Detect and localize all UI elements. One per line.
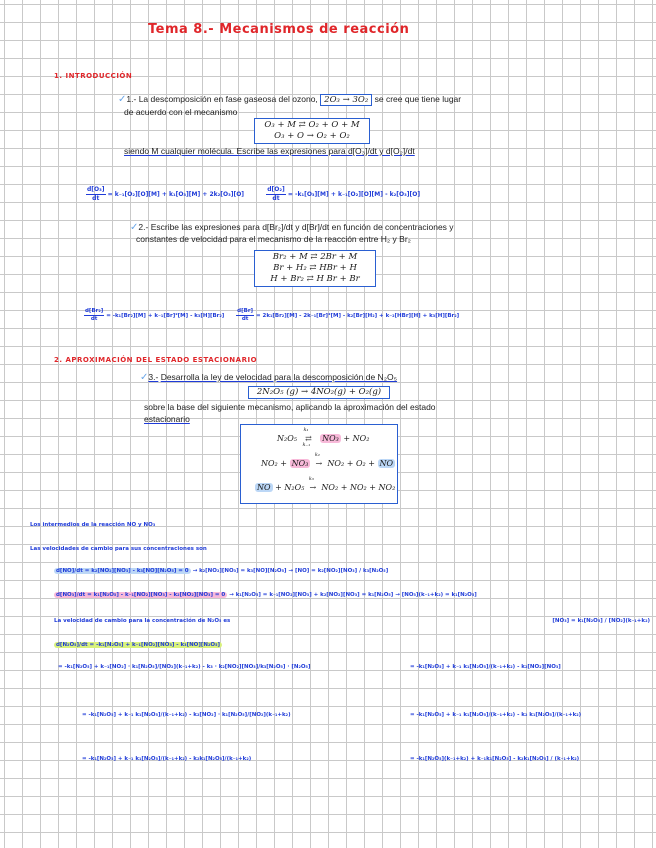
- fraction: [266, 186, 286, 203]
- species: N₂O₅: [277, 434, 297, 443]
- notes-line-2: Las velocidades de cambio para sus concentraciones son: [30, 546, 207, 552]
- checkmark-icon: ✓: [130, 222, 139, 233]
- fraction-denominator: dt: [272, 195, 280, 202]
- fraction: [84, 308, 104, 323]
- reaction-arrow: [307, 476, 319, 492]
- problem-1-question: [124, 146, 504, 158]
- notes-eq-n2o5: [54, 642, 222, 649]
- answer-left-expression: = -k₁[Br₂][M] + k₋₁[Br]²[M] - k₃[H][Br₂]: [106, 313, 225, 319]
- species-highlighted: NO₃: [322, 434, 339, 443]
- answer-right-expression: = 2k₁[Br₂][M] - 2k₋₁[Br]²[M] - k₂[Br][H₂] + k₋₂[HBr][H] + k₃[H][Br₂]: [255, 313, 460, 319]
- species: NO₂ + NO₂ + NO₂: [321, 483, 396, 492]
- reaction-arrow: [313, 452, 325, 468]
- species-highlighted: NO: [379, 459, 394, 468]
- fraction-numerator: d[Br₂]: [85, 308, 104, 314]
- fraction-denominator: dt: [92, 195, 100, 202]
- rate-constant: k₁: [303, 427, 309, 433]
- mechanism-step-2: [261, 452, 395, 468]
- mechanism-step-1: [277, 427, 370, 448]
- problem-3-reaction-box: 2N₂O₅ (g) → 4NO₂(g) + O₂(g): [248, 386, 390, 399]
- arrow-symbol: →: [309, 483, 317, 492]
- problem-3-text-b: sobre la base del siguiente mecanismo, aplicando la aproximación del estado: [144, 402, 436, 412]
- equation-no-result: → k₂[NO₂][NO₃] = k₃[NO][N₂O₅] → [NO] = k₂[NO₂][NO₃] / k₃[N₂O₅]: [192, 568, 389, 574]
- problem-1-text-a: La descomposición en fase gaseosa del ozono,: [138, 94, 318, 104]
- problem-3: [140, 372, 500, 384]
- fraction-denominator: dt: [241, 316, 249, 322]
- mechanism-step-3: [255, 476, 396, 492]
- problem-3-text-a: Desarrolla la ley de velocidad para la descomposición de N₂O₅: [160, 372, 398, 382]
- fraction-numerator: d[O₃]: [87, 186, 105, 193]
- fraction: [236, 308, 254, 323]
- fraction-denominator: dt: [90, 316, 98, 322]
- mechanism-step: O₃ + M ⇄ O₂ + O + M: [264, 120, 360, 130]
- fraction-numerator: d[Br]: [237, 308, 254, 314]
- notes-step-3-right: = -k₁[N₂O₅](k₋₁+k₂) + k₋₁k₁[N₂O₅] - k₂k₁[N₂O₅] / (k₋₁+k₂): [410, 756, 580, 762]
- species-highlighted: NO: [257, 483, 271, 492]
- problem-1-text-b: se cree que tiene lugar: [374, 94, 462, 104]
- answer-left-expression: = k₋₁[O₂][O][M] + k₁[O₃][M] + 2k₂[O₃][O]: [107, 191, 245, 198]
- problem-2-text-b: constantes de velocidad para el mecanismo de la reacción entre H₂ y Br₂: [136, 233, 411, 244]
- notes-step-2-right: = -k₁[N₂O₅] + k₋₁ k₁[N₂O₅]/(k₋₁+k₂) - k₂ k₁[N₂O₅]/(k₋₁+k₂): [410, 712, 582, 718]
- problem-2-answer: [84, 308, 654, 323]
- notes-step-1: = -k₁[N₂O₅] + k₋₁[NO₂] · k₁[N₂O₅]/[NO₂](k₋₁+k₂) - k₃ · k₂[NO₂][NO₃]/k₃[N₂O₅] · [N₂O₅]: [58, 664, 311, 670]
- section-heading-estado-estacionario: 2. APROXIMACIÓN DEL ESTADO ESTACIONARIO: [54, 356, 258, 364]
- notes-no3-result: [NO₃] = k₁[N₂O₅] / [NO₂](k₋₁+k₂): [552, 618, 650, 624]
- problem-2-mechanism-box: [254, 250, 376, 287]
- arrow-symbol: ⇄: [305, 434, 312, 443]
- problem-1-answer: [86, 186, 646, 203]
- mechanism-step: O₃ + O → O₂ + O₂: [274, 131, 350, 141]
- equation-d-no-dt: d[NO]/dt = k₂[NO₂][NO₃] - k₃[NO][N₂O₅] = 0: [56, 568, 189, 574]
- problem-3-number: 3.-: [148, 372, 159, 382]
- species: NO₂ + O₂ +: [327, 459, 375, 468]
- problem-3-text-c: estacionario: [144, 413, 190, 424]
- problem-2-number: 2.-: [138, 222, 149, 232]
- problem-1-text-d: siendo M cualquier molécula. Escribe las expresiones para d[O₃]/dt y d[O₂]/dt: [124, 146, 415, 156]
- notes-step-1-right: = -k₁[N₂O₅] + k₋₁ k₁[N₂O₅]/(k₋₁+k₂) - k₂[NO₂][NO₃]: [410, 664, 561, 670]
- problem-1-reaction-box: 2O₃ → 3O₂: [320, 94, 372, 106]
- rate-constant: k₂: [314, 452, 320, 458]
- notes-eq-no3: [54, 592, 477, 599]
- page-title: Tema 8.- Mecanismos de reacción: [148, 22, 410, 37]
- equation-d-no3-dt: d[NO₃]/dt = k₁[N₂O₅] - k₋₁[NO₂][NO₃] - k₂[NO₂][NO₃] = 0: [56, 592, 226, 598]
- notes-step-3: = -k₁[N₂O₅] + k₋₁ k₁[N₂O₅]/(k₋₁+k₂) - k₂k₁[N₂O₅]/(k₋₁+k₂): [82, 756, 252, 762]
- problem-1-text-c: de acuerdo con el mecanismo: [124, 106, 238, 117]
- rate-constant: k₋₁: [302, 442, 311, 448]
- rate-constant: k₃: [308, 476, 314, 482]
- notes-line-1: Los intermedios de la reacción NO y NO₃: [30, 522, 156, 528]
- problem-3-text: [144, 402, 494, 425]
- fraction: [86, 186, 106, 203]
- notes-eq-no: [54, 568, 388, 575]
- species-highlighted: NO₃: [291, 459, 309, 468]
- mechanism-step: Br₂ + M ⇄ 2Br + M: [272, 252, 358, 262]
- problem-1-number: 1.-: [126, 94, 137, 104]
- mechanism-step: H + Br₂ ⇄ H Br + Br: [270, 274, 360, 284]
- problem-1: [118, 94, 508, 118]
- problem-2-text-a: Escribe las expresiones para d[Br₂]/dt y d[Br]/dt en función de concentraciones y: [150, 222, 454, 232]
- checkmark-icon: ✓: [118, 94, 127, 105]
- species: NO₂ +: [261, 459, 288, 468]
- section-heading-introduccion: 1. INTRODUCCIÓN: [54, 72, 133, 80]
- equation-no3-steps: → k₁[N₂O₅] = k₋₁[NO₂][NO₃] + k₂[NO₂][NO₃] = k₁[N₂O₅] → [NO₃](k₋₁+k₂) = k₁[N₂O₅]: [229, 592, 477, 598]
- equilibrium-arrow: [300, 427, 318, 448]
- checkmark-icon: ✓: [140, 372, 149, 383]
- answer-right-expression: = -k₁[O₃][M] + k₋₁[O₂][O][M] - k₂[O₃][O]: [287, 191, 421, 198]
- problem-2: [130, 222, 510, 245]
- notes-step-2: = -k₁[N₂O₅] + k₋₁ k₁[N₂O₅]/(k₋₁+k₂) - k₂[NO₂] · k₁[N₂O₅]/[NO₂](k₋₁+k₂): [82, 712, 291, 718]
- problem-3-mechanism-box: [240, 424, 398, 504]
- mechanism-step: Br + H₂ ⇄ HBr + H: [273, 263, 357, 273]
- arrow-symbol: →: [315, 459, 323, 468]
- problem-1-mechanism-box: [254, 118, 370, 144]
- species: + N₂O₅: [275, 483, 305, 492]
- notes-line-3: La velocidad de cambio para la concentración de N₂O₅ es: [54, 618, 231, 624]
- fraction-numerator: d[O₂]: [267, 186, 285, 193]
- equation-d-n2o5-dt: d[N₂O₅]/dt = -k₁[N₂O₅] + k₋₁[NO₂][NO₃] - k₃[NO][N₂O₅]: [56, 642, 220, 648]
- species: + NO₂: [343, 434, 370, 443]
